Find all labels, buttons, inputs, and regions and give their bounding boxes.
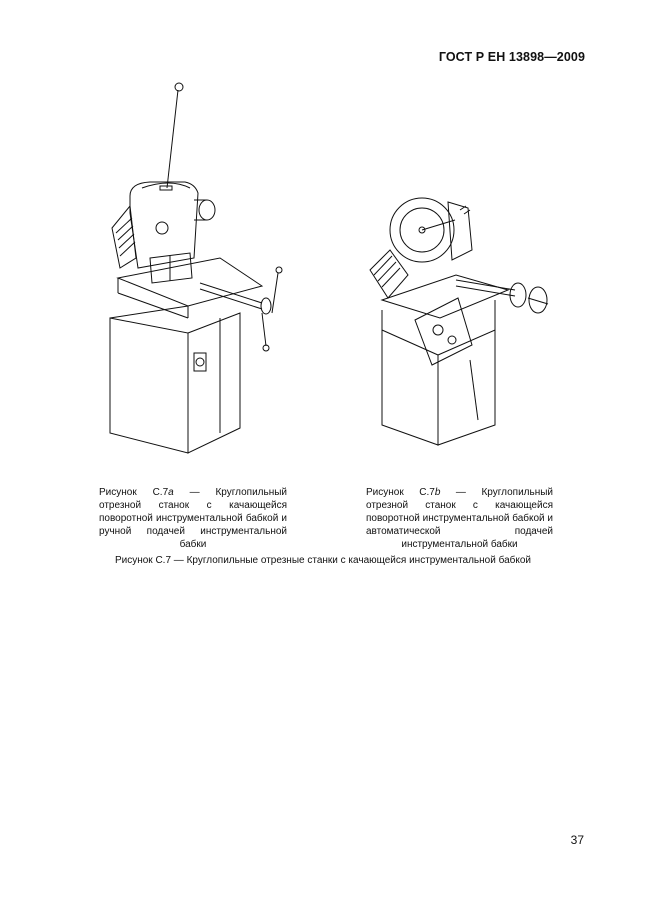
caption-text: — Круглопильный отрезной станок с качающейся поворотной инструментальной бабкой и ручной подачей инструментальной бабки bbox=[99, 487, 288, 550]
document-header: ГОСТ Р ЕН 13898—2009 bbox=[438, 50, 585, 64]
caption-letter: a bbox=[168, 487, 174, 498]
page-number: 37 bbox=[570, 833, 584, 847]
figure-c7b-drawing bbox=[360, 180, 560, 450]
caption-prefix: Рисунок С.7 bbox=[366, 487, 435, 498]
caption-text: — Круглопильный отрезной станок с качающейся поворотной инструментальной бабкой и автоматической подачей инструментальной бабки bbox=[366, 487, 553, 550]
caption-prefix: Рисунок С.7 bbox=[99, 487, 169, 498]
figure-c7a-drawing bbox=[90, 78, 290, 458]
figure-c7b-caption bbox=[366, 486, 553, 551]
figure-c7-caption: Рисунок С.7 — Круглопильные отрезные станки с качающейся инструментальной бабкой bbox=[114, 555, 532, 566]
figure-c7a-caption bbox=[99, 486, 287, 551]
caption-letter: b bbox=[434, 487, 441, 498]
